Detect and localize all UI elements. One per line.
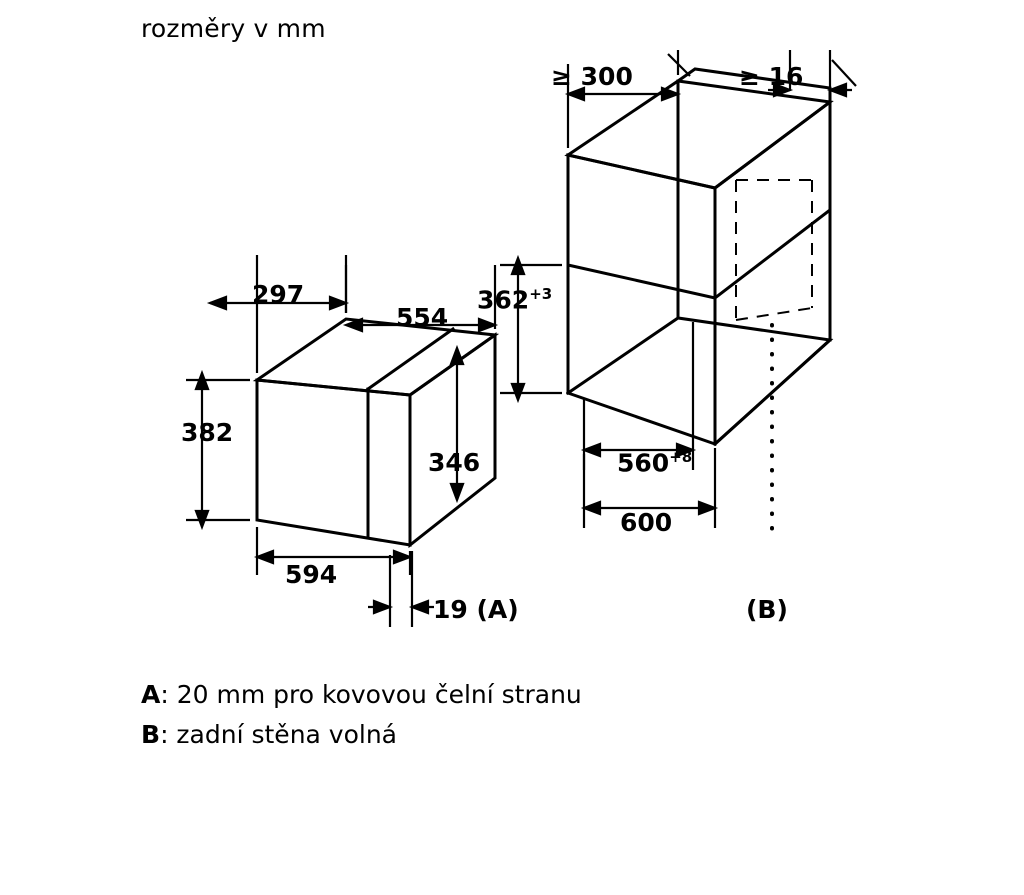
dimension-297-label: 297 <box>252 280 305 309</box>
note-a-key: A <box>141 680 161 709</box>
niche-drawing <box>500 50 920 650</box>
dimension-554-label: 554 <box>396 303 449 332</box>
note-b-key: B <box>141 720 161 749</box>
dimension-382-label: 382 <box>181 418 234 447</box>
niche-height-value: 362 <box>477 285 530 315</box>
note-b <box>141 722 397 747</box>
clearance-16-label: ≥ 16 <box>739 62 804 91</box>
note-a <box>141 682 582 707</box>
note-a-text: : 20 mm pro kovovou čelní stranu <box>160 680 582 709</box>
niche-depth-label <box>617 448 693 478</box>
note-b-text: : zadní stěna volná <box>160 720 398 749</box>
niche-height-tolerance: +3 <box>529 285 553 303</box>
niche-height-label <box>477 285 553 315</box>
clearance-300-label: ≥ 300 <box>551 62 633 91</box>
back-wall-b-label: (B) <box>746 595 788 624</box>
niche-depth-tolerance: +8 <box>669 448 693 466</box>
dimension-594-label: 594 <box>285 560 338 589</box>
figure-title: rozměry v mm <box>141 14 326 43</box>
dimension-346-label: 346 <box>428 448 481 477</box>
niche-depth-value: 560 <box>617 448 670 478</box>
cabinet-depth-600-label: 600 <box>620 508 673 537</box>
dimension-19-a-label: 19 (A) <box>433 595 519 624</box>
